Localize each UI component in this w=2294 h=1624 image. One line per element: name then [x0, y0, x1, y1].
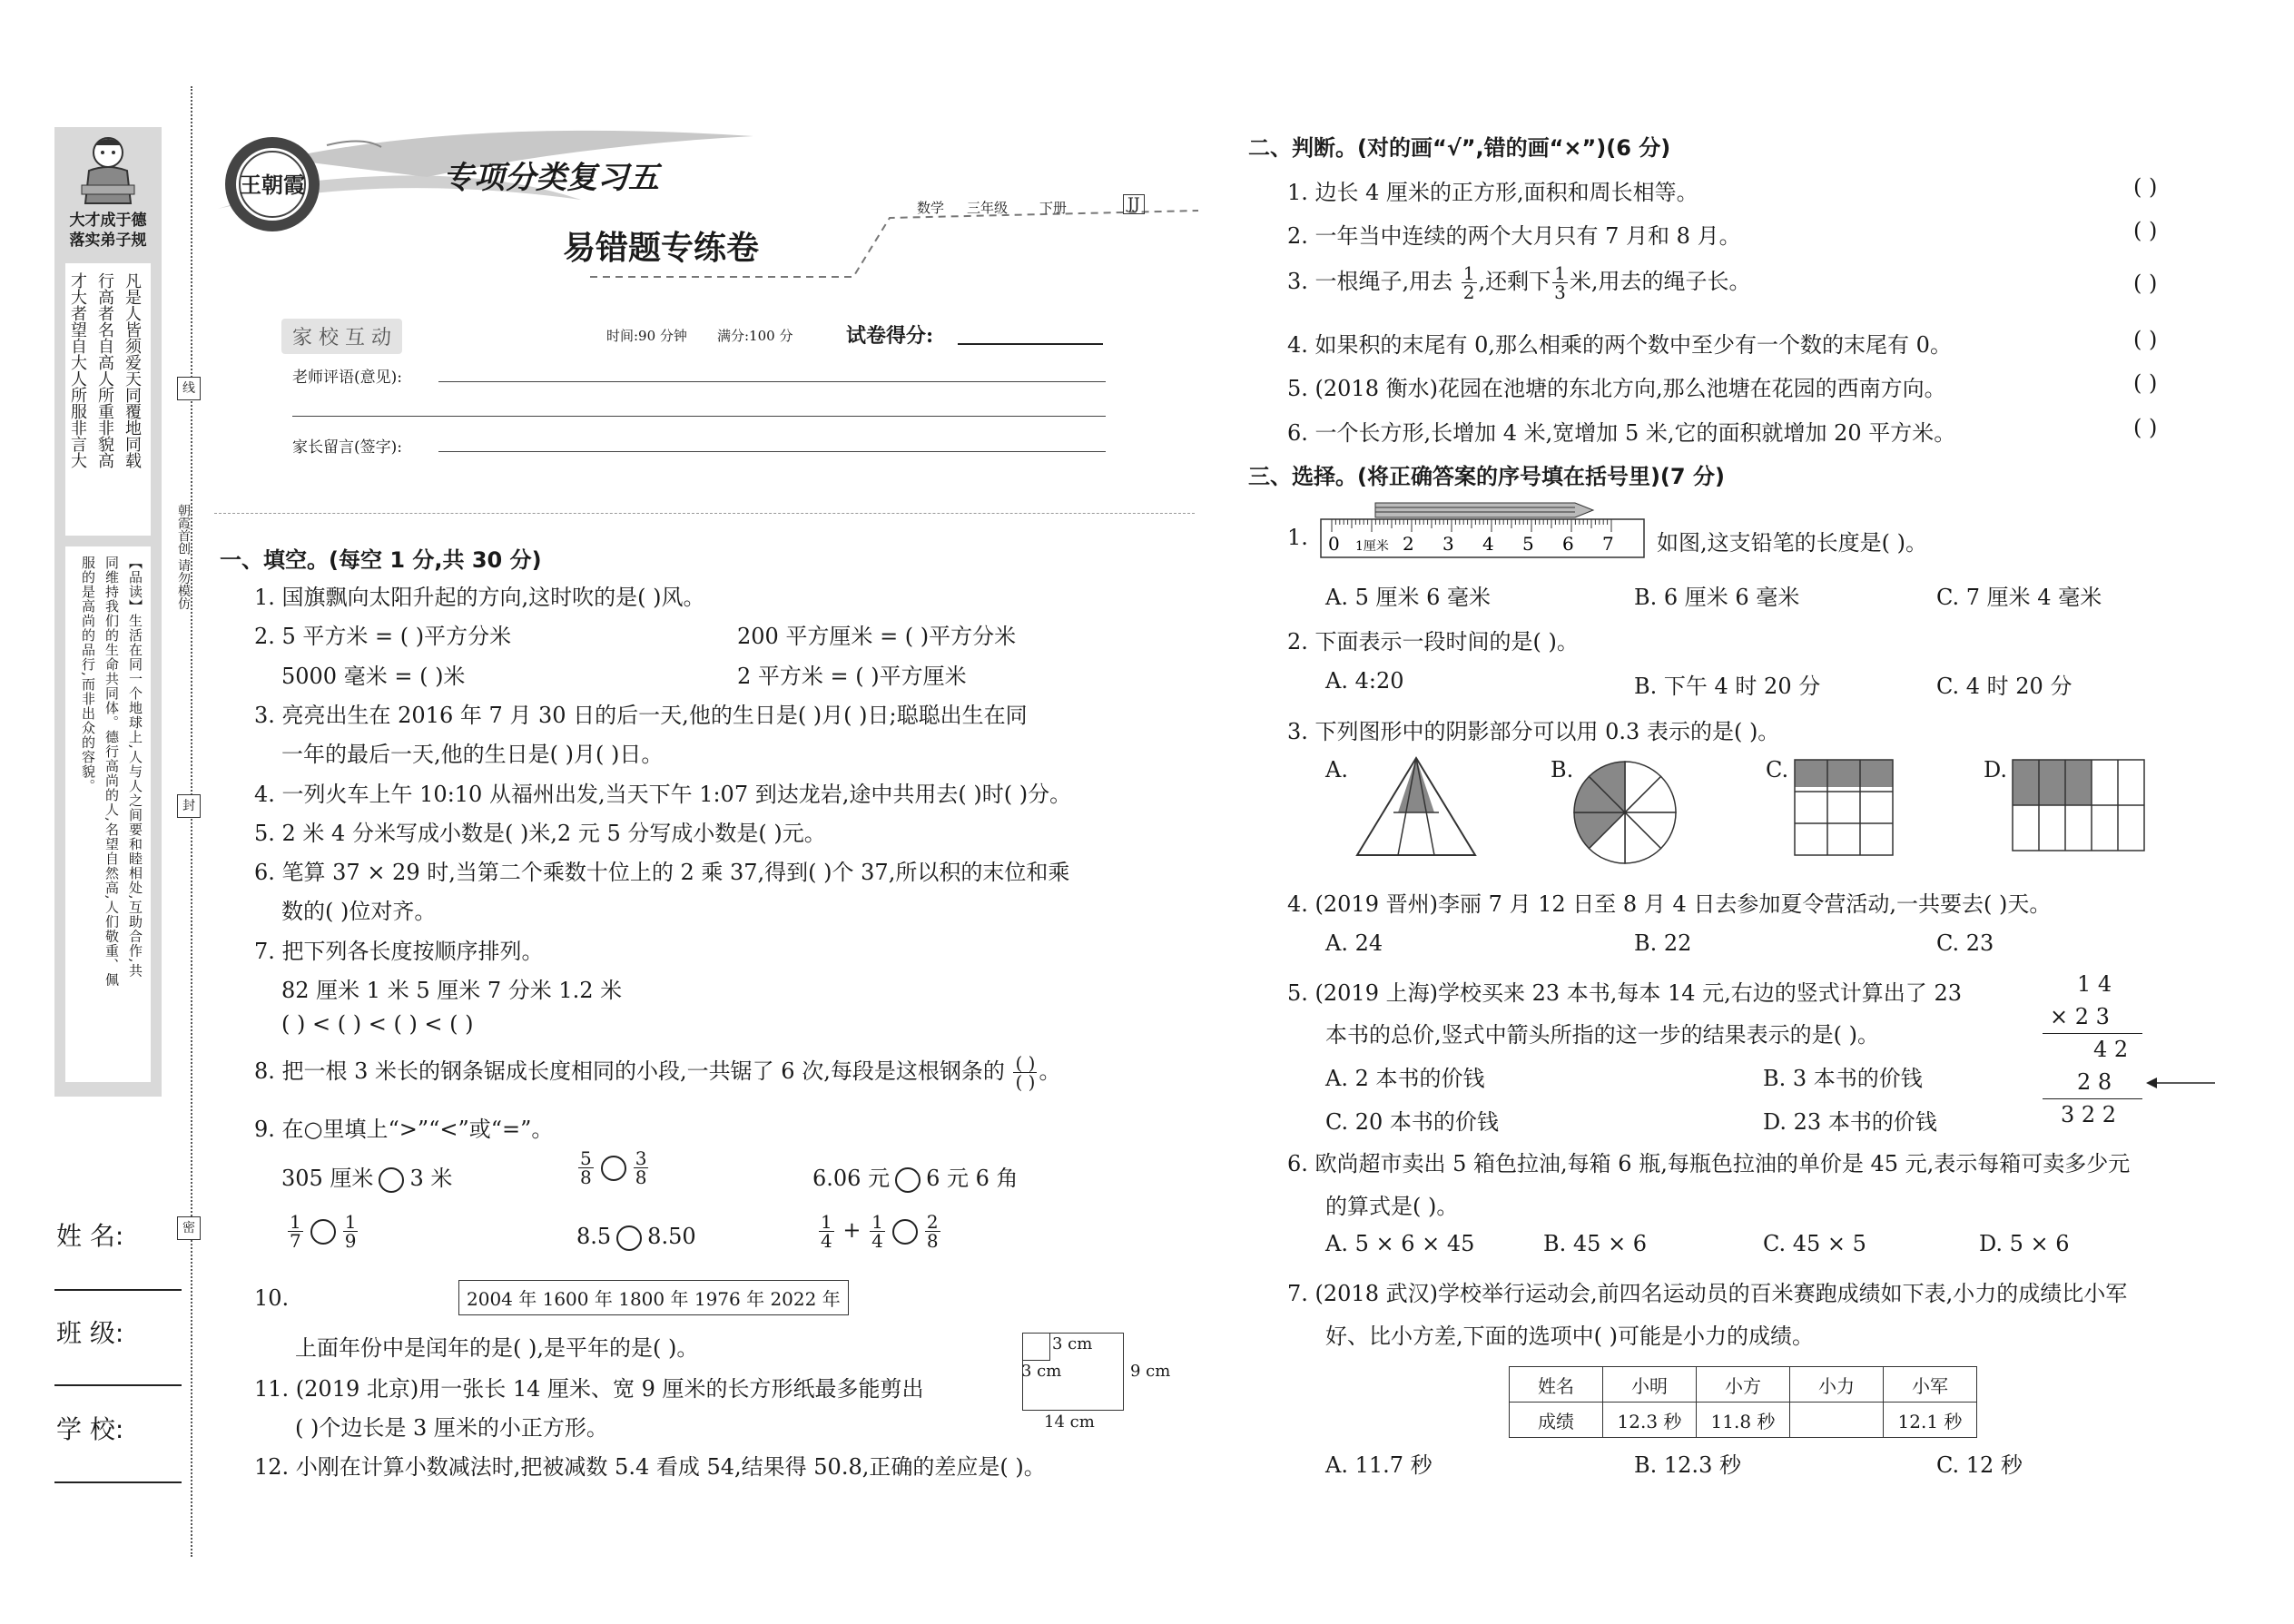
judge-answer-5[interactable]: ( ): [2133, 370, 2158, 396]
q9-circle-2[interactable]: [601, 1156, 626, 1181]
q5-text: 5. 2 米 4 分米写成小数是( )米,2 元 5 分写成小数是( )元。: [254, 821, 826, 846]
frac-5-8-den: 8: [580, 1166, 592, 1188]
logo-seal-icon: [222, 134, 322, 234]
score-field[interactable]: [958, 343, 1103, 345]
calc-line-2: × 2 3: [2050, 1004, 2110, 1029]
choice3-label-c[interactable]: C.: [1766, 757, 1789, 782]
ruler-pencil-figure: [1319, 499, 1655, 563]
choice4-option-b[interactable]: B. 22: [1634, 930, 1692, 956]
q6-line-1: 6. 笔算 37 × 29 时,当第二个乘数十位上的 2 乘 37,得到( )个 37,所以积的末位和乘: [254, 860, 1070, 885]
q7-text: 7. 把下列各长度按顺序排列。: [254, 939, 544, 964]
sidebar-panel: [54, 127, 162, 1097]
reading-col-1: 【品读】生活在同一个地球上,人与人之间要和睦相处,互助合作,共: [127, 556, 143, 979]
choice1-text: 如图,这支铅笔的长度是( )。: [1657, 530, 1927, 556]
ruler-tick-0: 0: [1328, 533, 1340, 555]
frac-1-2-den: 2: [1462, 281, 1475, 303]
home-school-badge: 家 校 互 动: [281, 319, 402, 354]
ruler-tick-7: 7: [1602, 533, 1614, 555]
q1-text: 1. 国旗飘向太阳升起的方向,这时吹的是( )风。: [254, 585, 705, 610]
q9-left-1: 305 厘米: [281, 1166, 374, 1191]
choice5-line-2: 本书的总价,竖式中箭头所指的这一步的结果表示的是( )。: [1325, 1022, 1879, 1048]
choice5-option-b[interactable]: B. 3 本书的价钱: [1763, 1066, 1923, 1091]
tag-subject: 数学: [917, 200, 945, 216]
frac-3-8-num: 3: [635, 1147, 647, 1169]
frac-1-4-b-den: 4: [871, 1230, 883, 1252]
teacher-comment-line-2[interactable]: [292, 416, 1106, 417]
frac-1-9-den: 9: [344, 1230, 357, 1252]
circle-figure: [1570, 758, 1679, 867]
cut-mark-3: 密: [177, 1216, 201, 1240]
choice7-option-c[interactable]: C. 12 秒: [1936, 1452, 2023, 1478]
table-row: [1510, 1403, 1977, 1438]
choice4-text: 4. (2019 晋州)李丽 7 月 12 日至 8 月 4 日去参加夏令营活动,一共要去( )天。: [1287, 891, 2052, 917]
judge-3-end: 米,用去的绳子长。: [1569, 269, 1751, 294]
tag-edition: JJ: [1123, 194, 1145, 214]
q4-text: 4. 一列火车上午 10:10 从福州出发,当天下午 1:07 到达龙岩,途中共用去( )时( )分。: [254, 782, 1072, 807]
ruler-tick-2: 2: [1403, 533, 1414, 555]
frac-2-8: [925, 1213, 940, 1250]
choice3-label-d[interactable]: D.: [1984, 757, 2008, 782]
choice7-line-2: 好、比小方差,下面的选项中( )可能是小力的成绩。: [1325, 1324, 1814, 1349]
table-header-cell: 小明: [1603, 1367, 1697, 1403]
judge-answer-2[interactable]: ( ): [2133, 218, 2158, 243]
q11-label-left: 3 cm: [1021, 1362, 1062, 1381]
choice3-text: 3. 下列图形中的阴影部分可以用 0.3 表示的是( )。: [1287, 719, 1780, 744]
q9-circle-6[interactable]: [892, 1219, 918, 1245]
choice6-option-c[interactable]: C. 45 × 5: [1763, 1231, 1866, 1256]
frac-1-7-num: 1: [290, 1211, 301, 1233]
cut-note: 朝霞首创 请勿模仿: [176, 504, 191, 610]
class-label: 班 级:: [56, 1318, 124, 1348]
frac-2-8-den: 8: [926, 1230, 939, 1252]
frac-1-4-a-den: 4: [821, 1230, 832, 1252]
ruler-tick-5: 5: [1522, 533, 1534, 555]
q11-label-right: 9 cm: [1130, 1362, 1171, 1381]
judge-5: 5. (2018 衡水)花园在池塘的东北方向,那么池塘在花园的西南方向。: [1287, 376, 1946, 401]
score-table: [1509, 1366, 1977, 1438]
frac-1-2: [1462, 264, 1477, 301]
tag-volume: 下册: [1039, 200, 1068, 216]
table-header-cell: 姓名: [1510, 1367, 1603, 1403]
ruler-tick-6: 6: [1562, 533, 1574, 555]
choice5-option-a[interactable]: A. 2 本书的价钱: [1325, 1066, 1485, 1091]
frac-5-8: [578, 1149, 594, 1186]
frac-1-7-den: 7: [290, 1230, 301, 1252]
q11-line-2: ( )个边长是 3 厘米的小正方形。: [295, 1415, 608, 1441]
judge-answer-4[interactable]: ( ): [2133, 327, 2158, 352]
calc-line-5: 3 2 2: [2061, 1102, 2117, 1127]
ruler-tick-3: 3: [1442, 533, 1454, 555]
teacher-comment-line-1[interactable]: [438, 381, 1106, 382]
calc-line-1: 1 4: [2077, 971, 2112, 997]
choice3-label-b[interactable]: B.: [1551, 757, 1574, 782]
judge-6: 6. 一个长方形,长增加 4 米,宽增加 5 米,它的面积就增加 20 平方米。: [1287, 420, 1956, 446]
q9-circle-1[interactable]: [379, 1167, 404, 1193]
q9-compare-6: $\frac{1}{4}$ + $\frac{1}{4}$ $\frac{2}{8}$: [821, 1211, 939, 1252]
reading-col-3: 服的是高尚的品行,而非出众的容貌。: [80, 556, 96, 793]
section1-heading: 一、填空。(每空 1 分,共 30 分): [220, 547, 542, 573]
choice5-option-c[interactable]: C. 20 本书的价钱: [1325, 1109, 1499, 1135]
calc-arrow-icon: [2144, 1074, 2217, 1092]
choice6-line-1: 6. 欧尚超市卖出 5 箱色拉油,每箱 6 瓶,每瓶色拉油的单价是 45 元,表示每箱可卖多少元: [1287, 1151, 2131, 1176]
q9-left-3: 6.06 元: [812, 1166, 891, 1191]
q9-right-3: 6 元 6 角: [926, 1166, 1019, 1191]
choice7-line-1: 7. (2018 武汉)学校举行运动会,前四名运动员的百米赛跑成绩如下表,小力的成绩比小军: [1287, 1281, 2128, 1306]
table-cell: [1790, 1403, 1884, 1438]
judge-4: 4. 如果积的末尾有 0,那么相乘的两个数中至少有一个数的末尾有 0。: [1287, 332, 1952, 358]
q9-right-5: 8.50: [647, 1224, 696, 1249]
ruler-tick-1: 1厘米: [1355, 539, 1389, 554]
frac-1-9: [343, 1213, 359, 1250]
q10-number: 10.: [254, 1285, 290, 1311]
judge-3: [1287, 263, 1751, 301]
calc-line-4: 2 8: [2077, 1069, 2112, 1095]
q8-blank-num: ( ): [1015, 1052, 1036, 1074]
q11-small-square: [1022, 1333, 1050, 1361]
parent-note-label: 家长留言(签字):: [292, 438, 402, 457]
judge-3-stem: 3. 一根绳子,用去: [1287, 269, 1453, 294]
calc-rule-1: [2043, 1033, 2142, 1034]
name-field[interactable]: [54, 1289, 182, 1291]
choice6-option-b[interactable]: B. 45 × 6: [1543, 1231, 1648, 1256]
class-field[interactable]: [54, 1384, 182, 1386]
poem-col-2: 行高者名自高人所重非貌高: [95, 272, 114, 468]
choice1-option-a[interactable]: A. 5 厘米 6 毫米: [1325, 585, 1492, 610]
q2-b: 200 平方厘米 = ( )平方分米: [737, 624, 1017, 649]
q2-a: 2. 5 平方米 = ( )平方分米: [254, 624, 512, 649]
choice2-option-b[interactable]: B. 下午 4 时 20 分: [1634, 674, 1821, 699]
q9-right-1: 3 米: [409, 1166, 453, 1191]
q8-stem: 8. 把一根 3 米长的钢条锯成长度相同的小段,一共锯了 6 次,每段是这根钢条的: [254, 1058, 1005, 1084]
q9-circle-3[interactable]: [895, 1167, 921, 1193]
series-title: 专项分类复习五: [443, 160, 659, 196]
q7-lengths: 82 厘米 1 米 5 厘米 7 分米 1.2 米: [281, 978, 623, 1003]
paper-title: 易错题专练卷: [563, 229, 760, 267]
frac-1-9-num: 1: [344, 1211, 357, 1233]
q9-compare-1: [281, 1160, 452, 1193]
choice1-number: 1.: [1287, 525, 1308, 550]
teacher-comment-label: 老师评语(意见):: [292, 369, 402, 387]
calc-line-3: 4 2: [2093, 1037, 2129, 1062]
q9-circle-5[interactable]: [616, 1225, 642, 1251]
choice6-line-2: 的算式是( )。: [1325, 1194, 1459, 1219]
table-cell: 成绩: [1510, 1403, 1603, 1438]
parent-note-line[interactable]: [438, 451, 1106, 452]
frac-2-8-num: 2: [926, 1211, 939, 1233]
choice2-option-a[interactable]: A. 4:20: [1325, 668, 1404, 694]
name-label: 姓 名:: [56, 1221, 124, 1251]
frac-1-2-num: 1: [1462, 262, 1475, 284]
judge-answer-3[interactable]: ( ): [2133, 271, 2158, 296]
frac-5-8-num: 5: [580, 1147, 592, 1169]
table-cell: 11.8 秒: [1697, 1403, 1790, 1438]
judge-answer-6[interactable]: ( ): [2133, 415, 2158, 440]
q11-line-1: 11. (2019 北京)用一张长 14 厘米、宽 9 厘米的长方形纸最多能剪出: [254, 1376, 924, 1402]
frac-1-4-b: [870, 1213, 885, 1250]
table-header-cell: 小军: [1884, 1367, 1977, 1403]
section3-heading: 三、选择。(将正确答案的序号填在括号里)(7 分): [1248, 464, 1725, 489]
school-field[interactable]: [54, 1481, 182, 1483]
header-dashed-line: [581, 191, 1207, 290]
choice7-option-b[interactable]: B. 12.3 秒: [1634, 1452, 1741, 1478]
q11-label-top: 3 cm: [1052, 1334, 1093, 1353]
q10-text: 上面年份中是闰年的是( ),是平年的是( )。: [295, 1335, 699, 1361]
sidebar-reading: [65, 546, 151, 1082]
frac-1-3: [1552, 264, 1568, 301]
choice1-option-c[interactable]: C. 7 厘米 4 毫米: [1936, 585, 2102, 610]
cut-mark-1: 线: [177, 377, 201, 400]
frac-3-8: [634, 1149, 649, 1186]
section2-heading: 二、判断。(对的画“√”,错的画“×”)(6 分): [1248, 135, 1671, 161]
grid-figure-c: [1793, 758, 1895, 858]
q2-d: 2 平方米 = ( )平方厘米: [737, 664, 967, 689]
q9-compare-3: [812, 1160, 1019, 1193]
q9-circle-4[interactable]: [310, 1219, 336, 1245]
poem-col-3: 才大者望自大人所服非言大: [68, 272, 87, 468]
frac-3-8-den: 8: [635, 1166, 647, 1188]
frac-1-4-a-num: 1: [821, 1211, 832, 1233]
frac-1-7: [288, 1213, 303, 1250]
ruler-tick-4: 4: [1482, 533, 1494, 555]
frac-1-4-a: [819, 1213, 834, 1250]
q3-line-1: 3. 亮亮出生在 2016 年 7 月 30 日的后一天,他的生日是( )月( )日;聪聪出生在同: [254, 703, 1028, 728]
tag-grade: 三年级: [967, 200, 1009, 216]
q8-blank-fraction: [1013, 1054, 1037, 1091]
calc-rule-2: [2043, 1098, 2142, 1099]
judge-2: 2. 一年当中连续的两个大月只有 7 月和 8 月。: [1287, 223, 1741, 249]
child-mascot-icon: [76, 133, 140, 205]
choice6-option-a[interactable]: A. 5 × 6 × 45: [1325, 1231, 1475, 1256]
table-cell: 12.1 秒: [1884, 1403, 1977, 1438]
q9-compare-2: [576, 1149, 650, 1186]
q12-text: 12. 小刚在计算小数减法时,把被减数 5.4 看成 54,结果得 50.8,正确的差应是( )。: [254, 1454, 1046, 1480]
choice2-option-c[interactable]: C. 4 时 20 分: [1936, 674, 2072, 699]
svg-text:王朝霞: 王朝霞: [240, 172, 305, 198]
table-header-cell: 小力: [1790, 1367, 1884, 1403]
q9-text: 9. 在○里填上“>”“<”或“=”。: [254, 1117, 554, 1142]
table-cell: 12.3 秒: [1603, 1403, 1697, 1438]
school-label: 学 校:: [56, 1414, 124, 1444]
cut-line: [191, 86, 192, 1557]
grid-figure-d: [2011, 758, 2147, 853]
q8-text: 8. 把一根 3 米长的钢条锯成长度相同的小段,一共锯了 6 次,每段是这根钢条的 $\frac{( )}{( )}$ 。: [254, 1052, 1061, 1093]
cut-mark-2: 封: [177, 794, 201, 818]
q10-year-box: 2004 年 1600 年 1800 年 1976 年 2022 年: [458, 1280, 849, 1315]
motto-line-2: 落实弟子规: [69, 231, 147, 250]
judge-3-mid: ,还剩下: [1478, 269, 1551, 294]
score-label: 试卷得分:: [846, 324, 934, 348]
choice1-option-b[interactable]: B. 6 厘米 6 毫米: [1634, 585, 1800, 610]
frac-1-3-num: 1: [1554, 262, 1566, 284]
header-divider: [214, 513, 1195, 514]
q11-label-bottom: 14 cm: [1044, 1412, 1095, 1432]
table-row: [1510, 1367, 1977, 1403]
frac-1-3-den: 3: [1554, 281, 1566, 303]
q3-line-2: 一年的最后一天,他的生日是( )月( )日。: [281, 742, 664, 767]
time-label: 时间:90 分钟: [606, 328, 687, 344]
triangle-figure: [1353, 753, 1480, 858]
judge-answer-1[interactable]: ( ): [2133, 174, 2158, 200]
q8-blank-den: ( ): [1015, 1071, 1036, 1093]
full-score-label: 满分:100 分: [717, 328, 793, 344]
reading-col-2: 同维持我们的生命共同体。德行高尚的人,名望自然高,人们敬重、佩: [103, 556, 120, 988]
motto-line-1: 大才成于德: [69, 212, 147, 230]
choice6-option-d[interactable]: D. 5 × 6: [1979, 1231, 2070, 1256]
choice5-line-1: 5. (2019 上海)学校买来 23 本书,每本 14 元,右边的竖式计算出了 23: [1287, 980, 1962, 1006]
sidebar-poem: [65, 263, 151, 536]
q7-order-blanks: ( ) < ( ) < ( ) < ( ): [281, 1011, 474, 1037]
table-header-cell: 小方: [1697, 1367, 1790, 1403]
choice3-label-a[interactable]: A.: [1325, 757, 1348, 782]
q9-compare-4: [286, 1213, 359, 1250]
choice7-option-a[interactable]: A. 11.7 秒: [1325, 1452, 1433, 1478]
choice4-option-c[interactable]: C. 23: [1936, 930, 1994, 956]
choice4-option-a[interactable]: A. 24: [1325, 930, 1383, 956]
judge-1: 1. 边长 4 厘米的正方形,面积和周长相等。: [1287, 180, 1698, 205]
choice2-text: 2. 下面表示一段时间的是( )。: [1287, 629, 1579, 655]
q9-compare-5: [576, 1224, 696, 1251]
q9-left-5: 8.5: [576, 1224, 612, 1249]
choice5-option-d[interactable]: D. 23 本书的价钱: [1763, 1109, 1937, 1135]
poem-col-1: 凡是人皆须爱天同覆地同载: [123, 272, 142, 468]
q2-c: 5000 毫米 = ( )米: [281, 664, 466, 689]
sidebar-motto: [62, 211, 154, 251]
frac-1-4-b-num: 1: [871, 1211, 883, 1233]
q6-line-2: 数的( )位对齐。: [281, 899, 437, 924]
